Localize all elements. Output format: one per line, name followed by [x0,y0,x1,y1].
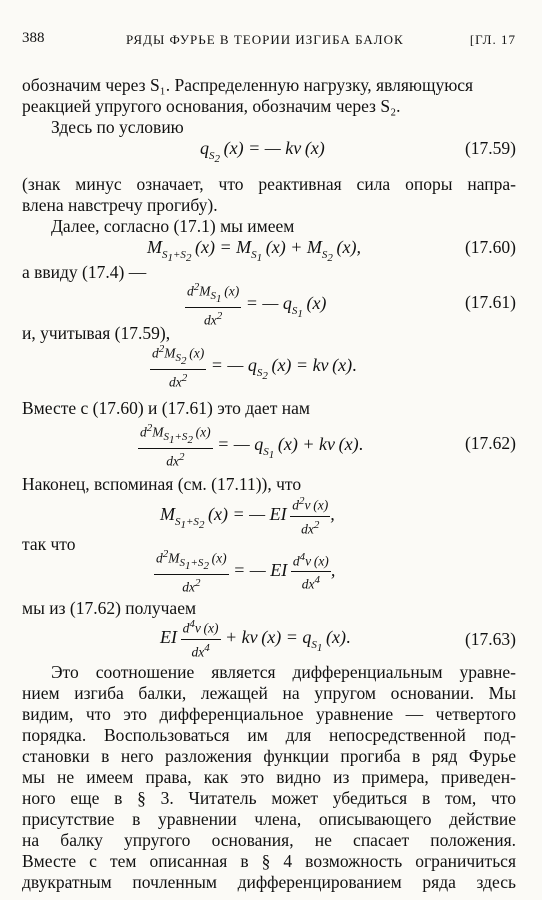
paragraph-line: Это соотношение является дифференциальным уравне- [51,662,516,682]
running-title: РЯДЫ ФУРЬЕ В ТЕОРИИ ИЗГИБА БАЛОК [126,32,404,47]
equation-number: (17.60) [464,237,516,257]
equation-17-63: EI $\frac{d^4v (x)}{dx^4}$ + kv $(x) = q_{S_1}$ (x). [160,618,351,659]
paragraph-line: Здесь по условию [51,117,184,137]
equation-number: (17.59) [464,138,516,158]
paragraph-line: мы не имеем права, как это видно из примера, приведен- [22,767,516,787]
page-number: 388 [22,30,45,46]
paragraph-line: Вместе с тем описанная в § 4 возможность ограничиться [22,851,516,871]
chapter-marker: [ГЛ. 17 [469,32,516,47]
equation-number: (17.63) [464,629,516,649]
paragraph-line: на балку упругого основания, не спасает положения. [22,830,516,850]
paragraph-line: (знак минус означает, что реактивная сила опоры напра- [22,174,516,194]
paragraph-line: реакцией упругого основания, обозначим через S₂. [22,96,401,116]
paragraph-line: обозначим через S₁. Распределенную нагрузку, являющуюся [22,75,474,95]
paragraph-line: мы из (17.62) получаем [22,598,197,618]
paragraph-line: и, учитывая (17.59), [22,323,171,343]
paragraph-line: становки в него разложения функции прогиба в ряд Фурье [22,746,516,766]
paragraph-line: а ввиду (17.4) — [22,262,147,282]
paragraph-line: двукратным почленным дифференцированием ряда здесь [22,872,516,892]
equation-unnumbered: $\frac{d^2M_{S_2} (x)}{dx^2}$ = — $q_{S_2}$ (x) = kv (x). [152,343,357,390]
equation-number: (17.61) [464,292,516,312]
paragraph-line: порядка. Воспользоваться им для непосредственной под- [22,725,516,745]
equation-17-62: $\frac{d^2M_{S_1+S_2} (x)}{dx^2}$ = — $q_{S_1}$ (x) + kv (x). [140,422,364,469]
paragraph-line: Далее, согласно (17.1) мы имеем [51,216,295,236]
paragraph-line: влена навстречу прогибу). [22,195,218,215]
paragraph-line: присутствие в уравнении члена, описывающего действие [22,809,516,829]
equation-unnumbered: $\frac{d^2M_{S_1+S_2} (x)}{dx^2}$ = — EI $\frac{d^4v (x)}{dx^4}$ , [156,548,336,595]
paragraph-line: так что [22,534,76,554]
equation-17-59: $q_{S_2}$ (x) = — kv (x) [200,138,325,165]
paragraph-line: Вместе с (17.60) и (17.61) это дает нам [22,398,310,418]
equation-17-61: $\frac{d^2M_{S_1} (x)}{dx^2}$ = — $q_{S_1}$ (x) [187,281,327,328]
equation-number: (17.62) [464,433,516,453]
paragraph-line: видим, что это дифференциальное уравнение — четвертого [22,704,516,724]
paragraph-line: нием изгиба балки, лежащей на упругом основании. Мы [22,683,516,703]
paragraph-line: Наконец, вспоминая (см. (17.11)), что [22,474,302,494]
paragraph-line: ного еще в § 3. Читатель может убедиться в том, что [22,788,516,808]
equation-17-60: $M_{S_1+S_2}$ $(x) = M_{S_1}$ $(x) + M_{S_2}$ (x), [147,237,361,264]
equation-unnumbered: $M_{S_1+S_2}$ (x) = — EI $\frac{d^2v (x)}{dx^2}$ , [160,495,335,536]
